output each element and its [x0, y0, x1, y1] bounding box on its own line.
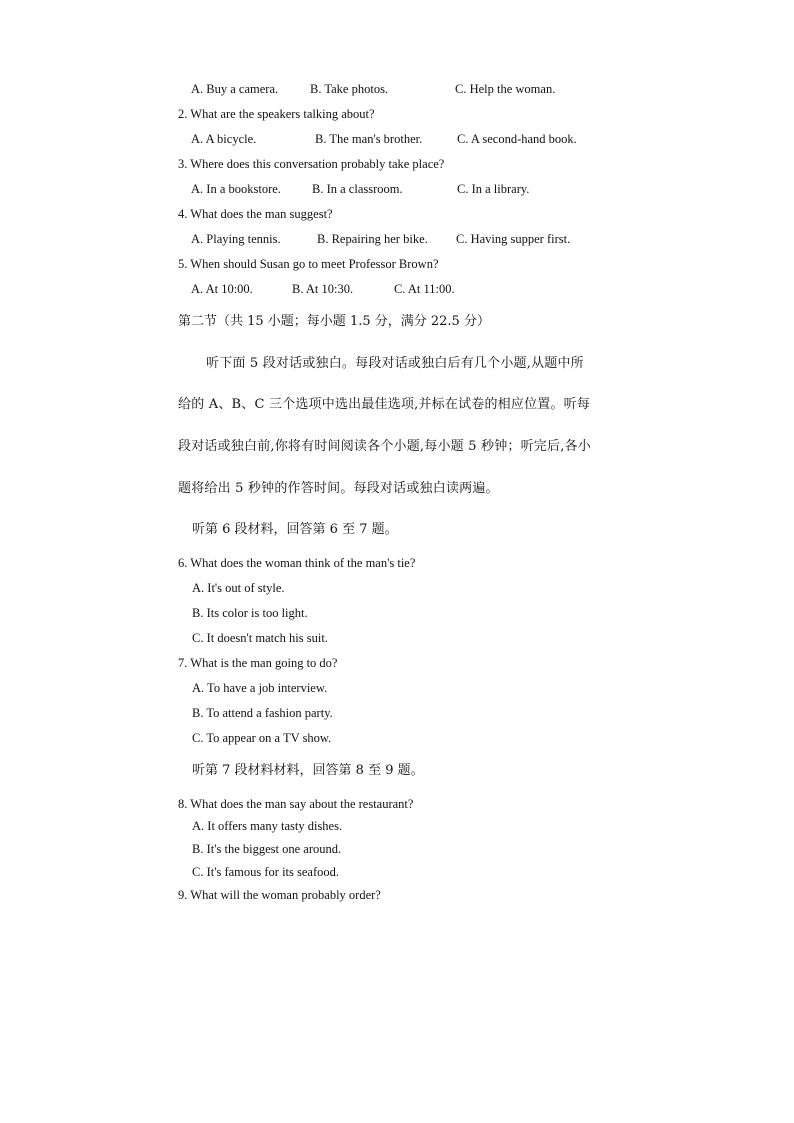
section-2-title: 第二节（共 15 小题；每小题 1.5 分，满分 22.5 分） — [178, 314, 490, 329]
q2-stem: 2. What are the speakers talking about? — [178, 107, 375, 121]
q2-option-a: A. A bicycle. — [191, 132, 257, 146]
q5-option-a: A. At 10:00. — [191, 282, 253, 296]
material-6-heading: 听第 6 段材料，回答第 6 至 7 题。 — [192, 522, 398, 537]
q1-option-c: C. Help the woman. — [455, 82, 556, 96]
q8-option-c: C. It's famous for its seafood. — [192, 865, 340, 879]
section-2-instructions-line-2: 给的 A、B、C 三个选项中选出最佳选项,并标在试卷的相应位置。听每 — [178, 397, 591, 412]
q3-option-c: C. In a library. — [457, 182, 530, 196]
q2-option-c: C. A second-hand book. — [457, 132, 577, 146]
q4-option-c: C. Having supper first. — [456, 232, 571, 246]
q4-option-b: B. Repairing her bike. — [317, 232, 428, 246]
q7-option-b: B. To attend a fashion party. — [192, 706, 333, 720]
q3-option-a: A. In a bookstore. — [191, 182, 281, 196]
q8-stem: 8. What does the man say about the restaurant? — [178, 797, 414, 811]
q5-option-b: B. At 10:30. — [292, 282, 354, 296]
q5-option-c: C. At 11:00. — [394, 282, 455, 296]
q3-option-b: B. In a classroom. — [312, 182, 403, 196]
q5-stem: 5. When should Susan go to meet Professor Brown? — [178, 257, 439, 271]
q8-option-a: A. It offers many tasty dishes. — [192, 819, 343, 833]
q6-option-c: C. It doesn't match his suit. — [192, 631, 328, 645]
q3-stem: 3. Where does this conversation probably take place? — [178, 157, 445, 171]
q2-option-b: B. The man's brother. — [315, 132, 423, 146]
q8-option-b: B. It's the biggest one around. — [192, 842, 342, 856]
q7-option-a: A. To have a job interview. — [192, 681, 328, 695]
q1-option-a: A. Buy a camera. — [191, 82, 279, 96]
section-2-instructions-line-1: 听下面 5 段对话或独白。每段对话或独白后有几个小题,从题中所 — [206, 356, 584, 371]
q7-option-c: C. To appear on a TV show. — [192, 731, 332, 745]
q4-stem: 4. What does the man suggest? — [178, 207, 333, 221]
q6-option-a: A. It's out of style. — [192, 581, 285, 595]
q9-stem: 9. What will the woman probably order? — [178, 888, 381, 902]
section-2-instructions-line-4: 题将给出 5 秒钟的作答时间。每段对话或独白读两遍。 — [178, 481, 499, 496]
q1-option-b: B. Take photos. — [310, 82, 389, 96]
q4-option-a: A. Playing tennis. — [191, 232, 281, 246]
q6-option-b: B. Its color is too light. — [192, 606, 308, 620]
q7-stem: 7. What is the man going to do? — [178, 656, 338, 670]
q6-stem: 6. What does the woman think of the man's tie? — [178, 556, 416, 570]
material-7-heading: 听第 7 段材料材料，回答第 8 至 9 题。 — [192, 763, 424, 778]
section-2-instructions-line-3: 段对话或独白前,你将有时间阅读各个小题,每小题 5 秒钟；听完后,各小 — [178, 439, 591, 454]
